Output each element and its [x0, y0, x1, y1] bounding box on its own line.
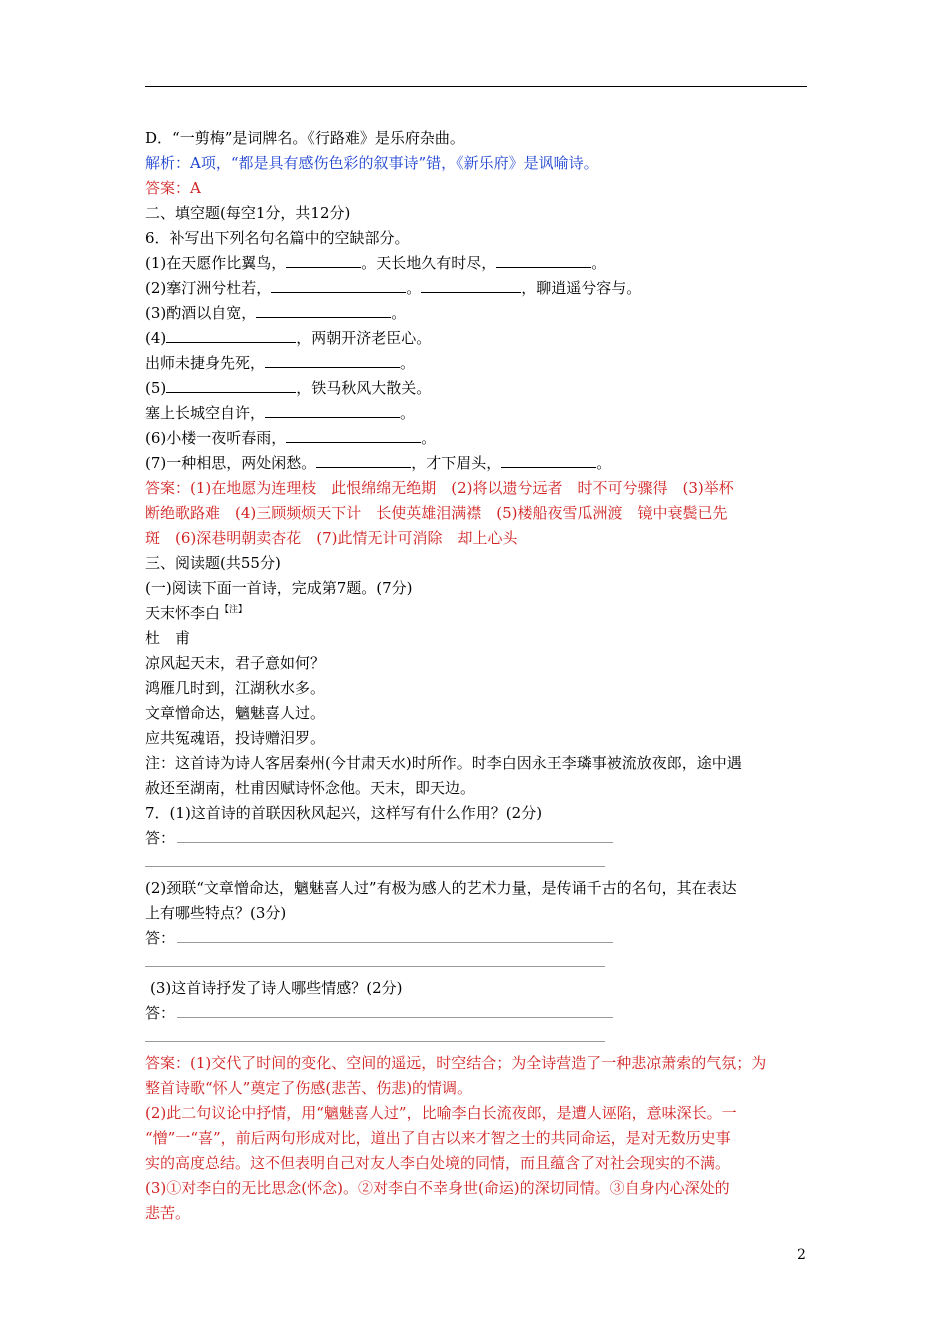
answer-label: 答：: [145, 929, 176, 947]
answer-line: [145, 1041, 605, 1042]
note-line-1: 注：这首诗为诗人客居秦州(今甘肃天水)时所作。时李白因永王李璘事被流放夜郎，途中遇: [145, 754, 742, 772]
poem-author: 杜 甫: [145, 629, 191, 647]
blank: [265, 353, 400, 368]
answer-text: 答案：A: [145, 179, 201, 197]
header-rule: [145, 86, 807, 87]
fill-item-5b: [145, 403, 807, 423]
analysis-text: 解析：A项，“都是具有感伤色彩的叙事诗”错，《新乐府》是讽喻诗。: [145, 154, 599, 172]
answer-line: [177, 942, 613, 943]
fill-text: (5): [145, 379, 167, 397]
answer-line: [145, 866, 605, 867]
fill-text: ，两朝开济老臣心。: [296, 329, 432, 347]
answer-7-line6: (3)①对李白的无比思念(怀念)。②对李白不幸身世(命运)的深切同情。③自身内心深处的: [145, 1179, 730, 1197]
answer-7-line4: “憎”一“喜”，前后两句形成对比，道出了自古以来才智之士的共同命运，是对无数历史事: [145, 1129, 731, 1147]
page-number: 2: [797, 1247, 806, 1263]
blank: [166, 328, 296, 343]
question-7-1: 7．(1)这首诗的首联因秋风起兴，这样写有什么作用？(2分): [145, 804, 543, 822]
poem-line-1: 凉风起天末，君子意如何？: [145, 654, 326, 672]
fill-text: 。: [421, 429, 437, 447]
blank: [421, 278, 521, 293]
fill-item-4b: [145, 353, 807, 373]
fill-text: 。: [406, 279, 422, 297]
poem-line-3: 文章憎命达，魑魅喜人过。: [145, 704, 326, 722]
reading-intro: (一)阅读下面一首诗，完成第7题。(7分): [145, 579, 413, 597]
section-heading-reading: 三、阅读题(共55分): [145, 554, 281, 572]
fill-text: (6)小楼一夜听春雨，: [145, 429, 287, 447]
answer-6-line2: 断绝歌路难 (4)三顾频烦天下计 长使英雄泪满襟 (5)楼船夜雪瓜洲渡 镜中衰鬓已先: [145, 504, 728, 522]
fill-text: (3)酌酒以自宽，: [145, 304, 257, 322]
blank: [286, 253, 361, 268]
fill-item-3: [145, 303, 807, 323]
blank: [501, 453, 596, 468]
fill-item-2: [145, 278, 807, 298]
answer-7-line5: 实的高度总结。这不但表明自己对友人李白处境的同情，而且蕴含了对社会现实的不满。: [145, 1154, 731, 1172]
fill-text: ，聊逍遥兮容与。: [521, 279, 642, 297]
answer-6-line3: 斑 (6)深巷明朝卖杏花 (7)此情无计可消除 却上心头: [145, 529, 518, 547]
answer-line: [177, 1017, 613, 1018]
blank: [166, 378, 296, 393]
fill-item-7: [145, 453, 807, 473]
answer-line: [145, 966, 605, 967]
blank: [496, 253, 591, 268]
answer-line: [177, 842, 613, 843]
fill-text: (7)一种相思，两处闲愁。: [145, 454, 317, 472]
blank: [265, 403, 400, 418]
option-d: D．“一剪梅”是词牌名。《行路难》是乐府杂曲。: [145, 129, 465, 147]
fill-text: (4): [145, 329, 167, 347]
answer-7-line7: 悲苦。: [145, 1204, 191, 1222]
answer-label: 答：: [145, 829, 176, 847]
poem-title: [145, 603, 807, 623]
fill-text: 。: [591, 254, 607, 272]
fill-text: 塞上长城空自许，: [145, 404, 266, 422]
answer-7-line3: (2)此二句议论中抒情，用“魑魅喜人过”，比喻李白长流夜郎，是遭人诬陷，意味深长。一: [145, 1104, 737, 1122]
fill-text: ，铁马秋风大散关。: [296, 379, 432, 397]
blank: [316, 453, 411, 468]
answer-6-line1: 答案：(1)在地愿为连理枝 此恨绵绵无绝期 (2)将以遗兮远者 时不可兮骤得 (3)举杯: [145, 479, 734, 497]
answer-7-line2: 整首诗歌“怀人”奠定了伤感(悲苦、伤悲)的情调。: [145, 1079, 473, 1097]
question-7-2-line1: (2)颈联“文章憎命达，魑魅喜人过”有极为感人的艺术力量，是传诵千古的名句，其在表达: [145, 879, 737, 897]
answer-label: 答：: [145, 1004, 176, 1022]
section-heading-fill: 二、填空题(每空1分，共12分): [145, 204, 351, 222]
fill-item-1: [145, 253, 807, 273]
fill-item-4: [145, 328, 807, 348]
note-line-2: 赦还至湖南，杜甫因赋诗怀念他。天末，即天边。: [145, 779, 476, 797]
question-6-prompt: 6．补写出下列名句名篇中的空缺部分。: [145, 229, 410, 247]
fill-text: 出师未捷身先死，: [145, 354, 266, 372]
question-7-3: (3)这首诗抒发了诗人哪些情感？(2分): [150, 979, 403, 997]
blank: [286, 428, 421, 443]
note-mark: 【注】: [220, 605, 248, 615]
poem-line-2: 鸿雁几时到，江湖秋水多。: [145, 679, 326, 697]
answer-7-line1: 答案：(1)交代了时间的变化、空间的遥远，时空结合；为全诗营造了一种悲凉萧索的气氛；为: [145, 1054, 767, 1072]
poem-title-text: 天末怀李白: [145, 604, 221, 622]
poem-line-4: 应共冤魂语，投诗赠汨罗。: [145, 729, 326, 747]
fill-text: ，才下眉头，: [411, 454, 502, 472]
fill-text: 。天长地久有时尽，: [361, 254, 497, 272]
fill-text: (1)在天愿作比翼鸟，: [145, 254, 287, 272]
fill-text: 。: [400, 404, 416, 422]
fill-item-5: [145, 378, 807, 398]
blank: [271, 278, 406, 293]
blank: [256, 303, 391, 318]
fill-text: 。: [596, 454, 612, 472]
question-7-2-line2: 上有哪些特点？(3分): [145, 904, 287, 922]
fill-text: (2)搴汀洲兮杜若，: [145, 279, 272, 297]
fill-item-6: [145, 428, 807, 448]
fill-text: 。: [391, 304, 407, 322]
fill-text: 。: [400, 354, 416, 372]
